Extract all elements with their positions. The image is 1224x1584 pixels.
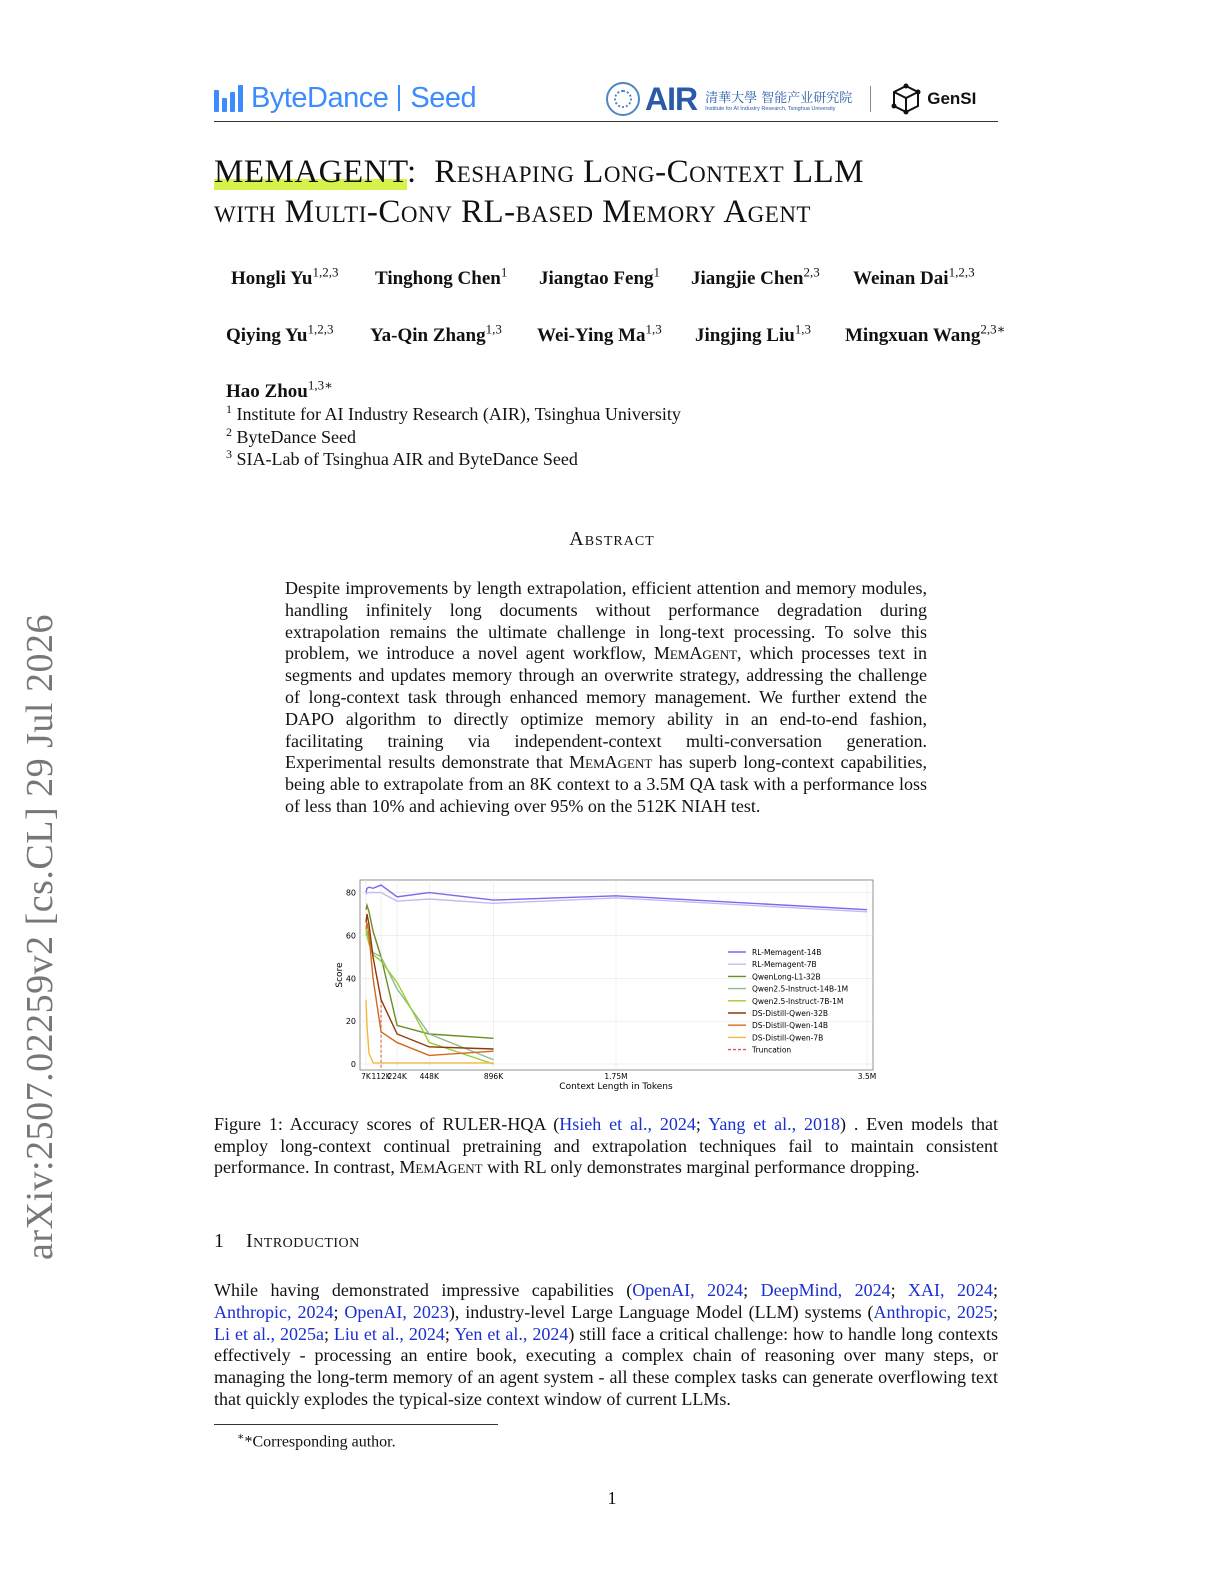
legend-entry: QwenLong-L1-32B [752, 972, 821, 982]
paper-title: MEMAGENT: Reshaping Long-Context LLM with Multi-Conv RL-based Memory Agent [214, 152, 1014, 232]
author: Jiangjie Chen$^{2,3}$ [691, 264, 820, 289]
legend-entry: RL-Memagent-14B [752, 948, 822, 957]
bytedance-wordmark: ByteDance [251, 81, 389, 114]
section-heading: 1 Introduction [214, 1230, 360, 1252]
author: Qiying Yu$^{1,2,3}$ [226, 321, 334, 346]
series-line-DS-Distill-Qwen-14B [366, 923, 494, 1056]
title-line2: with Multi-Conv RL-based Memory Agent [214, 194, 811, 230]
citation-link[interactable]: Anthropic, 2024 [214, 1301, 334, 1322]
air-gensi-logos [606, 80, 976, 118]
legend-entry: Qwen2.5-Instruct-14B-1M [752, 984, 849, 994]
citation-link[interactable]: Liu et al., 2024 [333, 1323, 445, 1344]
affiliation: $^2$ ByteDance Seed [226, 425, 356, 447]
author: Hao Zhou$^{1,3∗}$ [226, 377, 333, 402]
x-axis-label: Context Length in Tokens [559, 1082, 673, 1092]
title-line1: Reshaping Long-Context LLM [434, 154, 865, 190]
y-tick-label: 80 [345, 888, 356, 898]
legend-entry: DS-Distill-Qwen-7B [752, 1033, 824, 1043]
tsinghua-seal-icon [606, 82, 640, 116]
abstract-text: Despite improvements by length extrapolation, efficient attention and memory modules, handling infinitely long documents without performance degradation during extrapolation remains the ultimate challenge in long-text processing. To solve this problem, we introduce a novel agent workflow, MemAgent, which processes text in segments and updates memory through an overwrite strategy, addressing the challenge of long-context task through enhanced memory management. We further extend the DAPO algorithm to directly optimize memory ability in an end-to-end fashion, facilitating training via independent-context multi-conversation generation. Experimental results demonstrate that MemAgent has superb long-context capabilities, being able to extrapolate from an 8K context to a 3.5M QA task with a performance loss of less than 10% and achieving over 95% on the 512K NIAH test. [285, 578, 927, 816]
citation-link[interactable]: OpenAI, 2023 [344, 1301, 449, 1322]
bytedance-seed-logo [214, 78, 476, 118]
x-tick-label: 448K [419, 1072, 439, 1081]
bytedance-bars-icon [214, 84, 243, 112]
x-tick-label: 1.75M [604, 1072, 628, 1081]
page-number: 1 [607, 1488, 617, 1508]
legend-entry: DS-Distill-Qwen-14B [752, 1021, 828, 1031]
gensi-cube-icon [889, 82, 923, 116]
author: Wei-Ying Ma$^{1,3}$ [537, 321, 662, 346]
figure-caption: Figure 1: Accuracy scores of RULER-HQA (Hsieh et al., 2024; Yang et al., 2018) . Even models that employ long-context continual pretraining and extrapolation techniques fail to maintain consistent performance. In contrast, MemAgent with RL only demonstrates marginal performance dropping. [214, 1114, 999, 1177]
footnote: ∗*Corresponding author. [237, 1431, 396, 1451]
series-line-DS-Distill-Qwen-32B [366, 914, 494, 1049]
header-rule [214, 121, 998, 122]
citation-link[interactable]: DeepMind, 2024 [760, 1280, 891, 1300]
y-axis-label: Score [335, 962, 345, 988]
citation-link[interactable]: Li et al., 2025a [214, 1323, 324, 1344]
series-line-QwenLong-L1-32B [366, 905, 494, 1038]
x-tick-label: 7K [361, 1072, 371, 1081]
citation-link[interactable]: XAI, 2024 [908, 1280, 993, 1300]
air-wordmark: AIR [645, 80, 698, 117]
author: Mingxuan Wang$^{2,3∗}$ [845, 321, 1006, 346]
y-tick-label: 20 [345, 1017, 356, 1027]
title-agent-name: MEMAGENT [214, 154, 408, 190]
abstract-heading: Abstract [569, 528, 655, 550]
air-chinese-name: 清華大學 智能产业研究院 [705, 90, 853, 106]
series-line-Qwen2.5-Instruct-14B-1M [366, 931, 494, 1060]
arxiv-sidebar-id: arXiv:2507.02259v2 [cs.CL] 29 Jul 2026 [19, 614, 61, 1260]
citation-link[interactable]: OpenAI, 2024 [632, 1280, 744, 1300]
air-english-name: Institute for AI Industry Research, Tsinghua University [705, 105, 836, 112]
x-tick-label: 224K [387, 1072, 407, 1081]
author: Hongli Yu$^{1,2,3}$ [231, 264, 339, 289]
author: Jiangtao Feng$^1$ [539, 264, 661, 289]
author: Tinghong Chen$^1$ [375, 264, 508, 289]
x-tick-label: 3.5M [857, 1072, 877, 1081]
citation-link[interactable]: Hsieh et al., 2024 [559, 1114, 696, 1134]
x-tick-label: 896K [483, 1072, 504, 1081]
author: Jingjing Liu$^{1,3}$ [695, 321, 812, 346]
author: Ya-Qin Zhang$^{1,3}$ [370, 321, 502, 346]
y-tick-label: 40 [345, 974, 356, 984]
author: Weinan Dai$^{1,2,3}$ [853, 264, 975, 289]
seed-wordmark: Seed [410, 81, 477, 114]
legend-entry: DS-Distill-Qwen-32B [752, 1009, 828, 1018]
x-tick-label: 112K [371, 1072, 391, 1081]
y-tick-label: 60 [345, 931, 356, 941]
figure-1-chart [330, 868, 886, 1096]
legend-entry: RL-Memagent-7B [752, 960, 817, 970]
affiliation: $^1$ Institute for AI Industry Research (AIR), Tsinghua University [226, 402, 681, 424]
gensi-wordmark: GenSI [927, 89, 977, 108]
legend-entry: Qwen2.5-Instruct-7B-1M [752, 996, 844, 1006]
affiliation: $^3$ SIA-Lab of Tsinghua AIR and ByteDance Seed [226, 447, 578, 469]
series-line-Qwen2.5-Instruct-7B-1M [366, 929, 494, 1064]
legend-entry: Truncation [752, 1045, 792, 1055]
citation-link[interactable]: Yang et al., 2018 [708, 1114, 840, 1134]
citation-link[interactable]: Yen et al., 2024 [454, 1323, 569, 1344]
intro-text: While having demonstrated impressive capabilities (OpenAI, 2024; DeepMind, 2024; XAI, 2024; Anthropic, 2024; OpenAI, 2023), industry-level Large Language Model (LLM) systems (Anthropic, 2025; Li et al., 2025a; Liu et al., 2024; Yen et al., 2024) still face a critical challenge: how to handle long contexts effectively - processing an entire book, executing a complex chain of reasoning over many steps, or managing the long-term memory of an agent system - all these complex tasks can generate overflowing text that quickly explodes the typical-size context window of current LLMs. [214, 1280, 999, 1409]
footnote-rule [214, 1424, 498, 1425]
citation-link[interactable]: Anthropic, 2025 [873, 1301, 993, 1322]
y-tick-label: 0 [350, 1060, 356, 1069]
